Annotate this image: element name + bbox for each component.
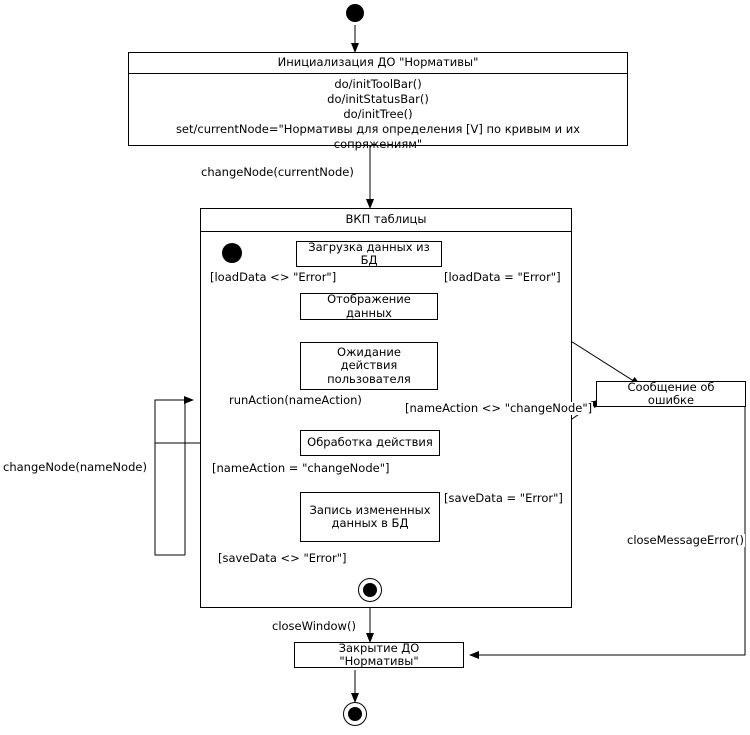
state-initialization[interactable] xyxy=(128,52,628,152)
state-initialization-body xyxy=(129,74,627,157)
final-state-region-dot xyxy=(363,583,377,597)
init-action-4: set/currentNode="Нормативы для определения [V] по кривым и их сопряжениям" xyxy=(175,122,581,152)
state-save-data[interactable] xyxy=(300,492,440,542)
edge-label-close-message-error: closeMessageError() xyxy=(627,533,745,547)
edge-label-change-node-current: changeNode(currentNode) xyxy=(201,165,354,179)
edge-label-load-ok: [loadData <> "Error"] xyxy=(210,270,337,284)
initial-state-start xyxy=(346,4,364,22)
edge-label-save-error: [saveData = "Error"] xyxy=(444,491,563,505)
edge-label-run-action: runAction(nameAction) xyxy=(229,393,362,407)
state-initialization-title: Инициализация ДО "Нормативы" xyxy=(277,55,479,69)
edge-label-name-action-eq: [nameAction = "changeNode"] xyxy=(212,461,390,475)
state-error-message-label: Сообщение об ошибке xyxy=(627,379,715,407)
edge-label-change-node-name: changeNode(nameNode) xyxy=(3,460,147,474)
state-wait-user-action-label: Ожидание действия пользователя xyxy=(327,345,411,386)
init-action-3: do/initTree() xyxy=(343,107,413,122)
initial-state-region xyxy=(222,243,242,263)
edge-label-close-window: closeWindow() xyxy=(272,619,356,633)
state-wait-user-action[interactable] xyxy=(300,342,438,390)
state-show-data[interactable] xyxy=(300,293,438,320)
state-load-data[interactable] xyxy=(296,241,442,267)
final-state-dot xyxy=(348,707,362,721)
state-close-window[interactable] xyxy=(294,642,464,668)
edge-label-save-ok: [saveData <> "Error"] xyxy=(218,551,347,565)
state-process-action[interactable] xyxy=(300,430,440,456)
state-save-data-label: Запись измененных данных в БД xyxy=(309,502,431,530)
state-process-action-label: Обработка действия xyxy=(307,435,433,450)
composite-state-table-window-title: ВКП таблицы xyxy=(345,212,427,226)
composite-state-table-window-divider xyxy=(201,231,571,232)
state-error-message[interactable] xyxy=(596,381,746,407)
state-show-data-label: Отображение данных xyxy=(327,292,411,320)
state-close-window-label: Закрытие ДО "Нормативы" xyxy=(338,640,420,668)
init-action-2: do/initStatusBar() xyxy=(327,91,429,106)
edge-label-load-error: [loadData = "Error"] xyxy=(444,270,561,284)
init-action-1: do/initToolBar() xyxy=(334,76,422,91)
edge-label-name-action-ne: [nameAction <> "changeNode"] xyxy=(405,401,593,415)
state-load-data-label: Загрузка данных из БД xyxy=(308,239,430,267)
